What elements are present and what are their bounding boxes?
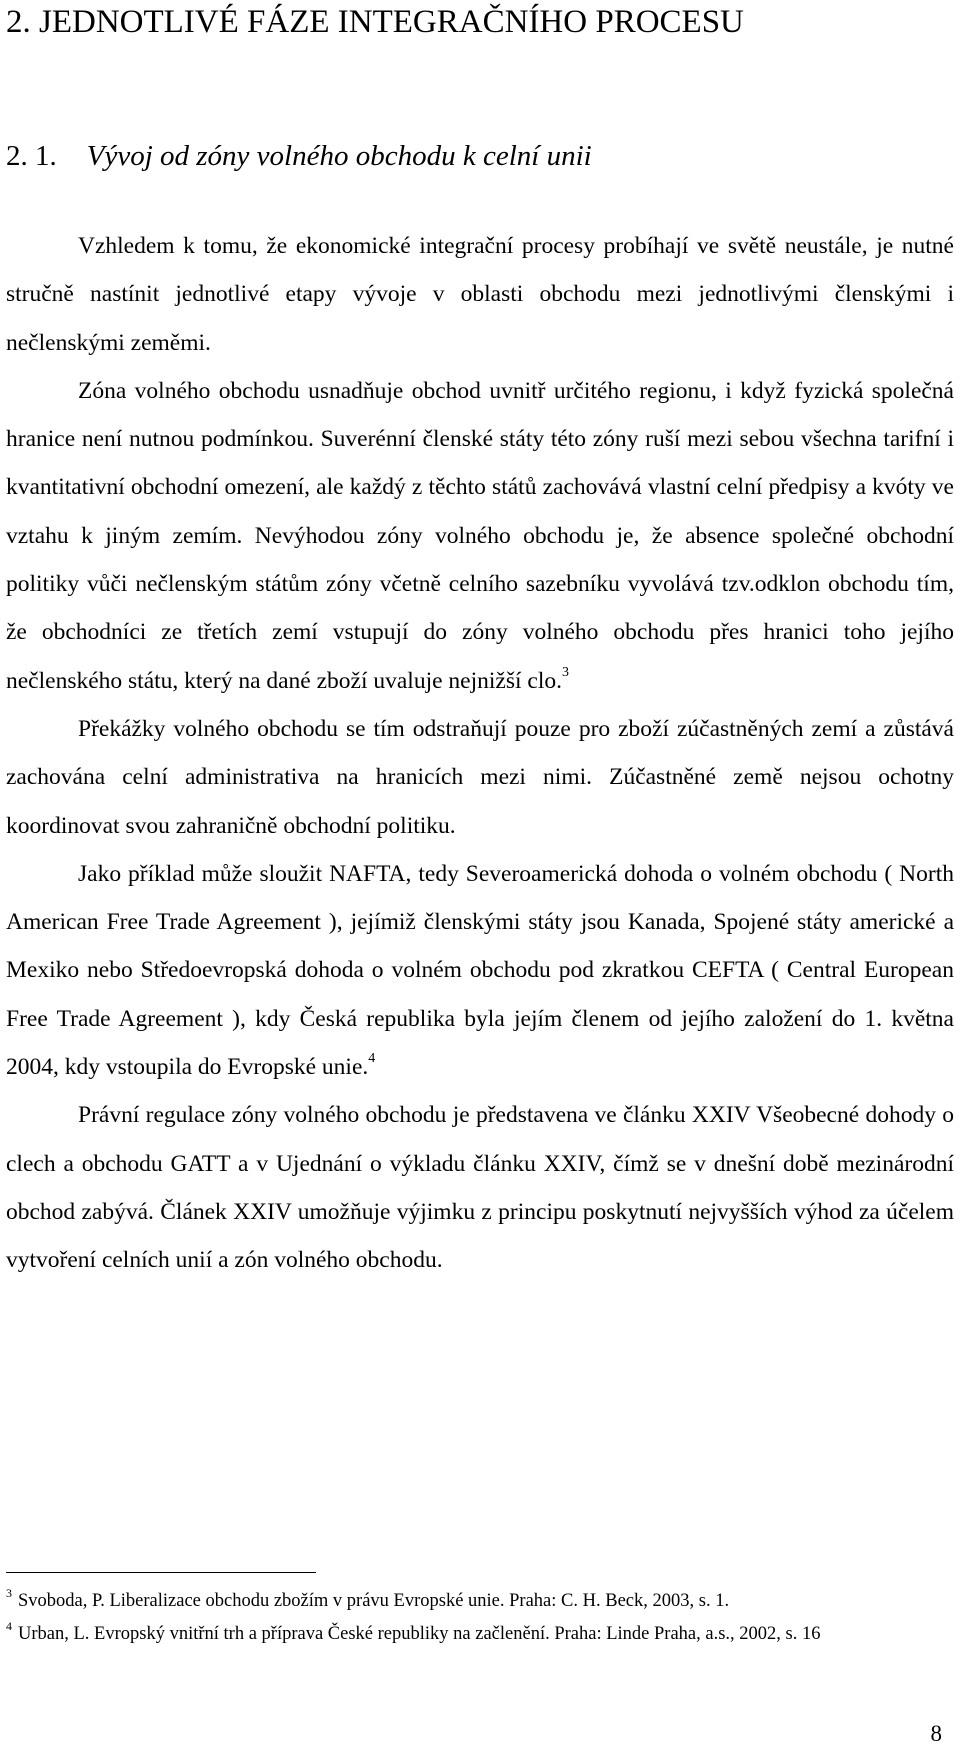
paragraph-2 [6, 367, 954, 705]
footnote-3 [6, 1585, 954, 1618]
paragraph-4 [6, 850, 954, 1091]
paragraph-5 [6, 1091, 954, 1284]
document-page [6, 0, 954, 1755]
footnote-4 [6, 1618, 954, 1651]
body-text [6, 222, 954, 1285]
chapter-heading: 2. JEDNOTLIVÉ FÁZE INTEGRAČNÍHO PROCESU [6, 4, 744, 40]
paragraph-text: Právní regulace zóny volného obchodu je představena ve článku XXIV Všeobecné dohody o clech a obchodu GATT a v Ujednání o výkladu článku XXIV, čímž se v dnešní době mezinárodní obchod zabývá. Článek XXIV umožňuje výjimku z principu poskytnutí nejvyšších výhod za účelem vytvoření celních unií a zón volného obchodu. [6, 1102, 954, 1274]
footnote-mark: 3 [6, 1586, 12, 1600]
footnote-ref-4: 4 [368, 1051, 376, 1067]
paragraph-text: Zóna volného obchodu usnadňuje obchod uvnitř určitého regionu, i když fyzická společná hranice není nutnou podmínkou. Suverénní členské státy této zóny ruší mezi sebou všechna tarifní i kvantitativní obchodní omezení, ale každý z těchto států zachovává vlastní celní předpisy a kvóty ve vztahu k jiným zemím. Nevýhodou zóny volného obchodu je, že absence společné obchodní politiky vůči nečlenským státům zóny včetně celního sazebníku vyvolává tzv.odklon obchodu tím, že obchodníci ze třetích zemí vstupují do zóny volného obchodu přes hranici toho jejího nečlenského státu, který na dané zboží uvaluje nejnižší clo. [6, 377, 954, 694]
footnotes [6, 1585, 954, 1651]
footnote-ref-3: 3 [561, 664, 569, 680]
section-title: Vývoj od zóny volného obchodu k celní unii [86, 140, 592, 172]
paragraph-text: Vzhledem k tomu, že ekonomické integrační procesy probíhají ve světě neustále, je nutné stručně nastínit jednotlivé etapy vývoje v oblasti obchodu mezi jednotlivými členskými i nečlenskými zeměmi. [6, 233, 954, 356]
paragraph-text: Překážky volného obchodu se tím odstraňují pouze pro zboží zúčastněných zemí a zůstává zachována celní administrativa na hranicích mezi nimi. Zúčastněné země nejsou ochotny koordinovat svou zahraničně obchodní politiku. [6, 715, 954, 839]
paragraph-3 [6, 705, 954, 850]
footnote-text: Svoboda, P. Liberalizace obchodu zbožím v právu Evropské unie. Praha: C. H. Beck, 2003, s. 1. [18, 1591, 730, 1611]
footnote-text: Urban, L. Evropský vnitřní trh a příprava České republiky na začlenění. Praha: Linde Praha, a.s., 2002, s. 16 [18, 1624, 821, 1644]
section-number: 2. 1. [6, 140, 57, 172]
section-heading [6, 136, 592, 176]
footnote-separator [6, 1572, 316, 1573]
page-number: 8 [930, 1721, 942, 1746]
footnote-mark: 4 [6, 1619, 12, 1633]
paragraph-text: Jako příklad může sloužit NAFTA, tedy Severoamerická dohoda o volném obchodu ( North American Free Trade Agreement ), jejímiž členskými státy jsou Kanada, Spojené státy americké a Mexiko nebo Středoevropská dohoda o volném obchodu pod zkratkou CEFTA ( Central European Free Trade Agreement ), kdy Česká republika byla jejím členem od jejího založení do 1. května 2004, kdy vstoupila do Evropské unie. [6, 860, 954, 1081]
paragraph-1 [6, 222, 954, 367]
